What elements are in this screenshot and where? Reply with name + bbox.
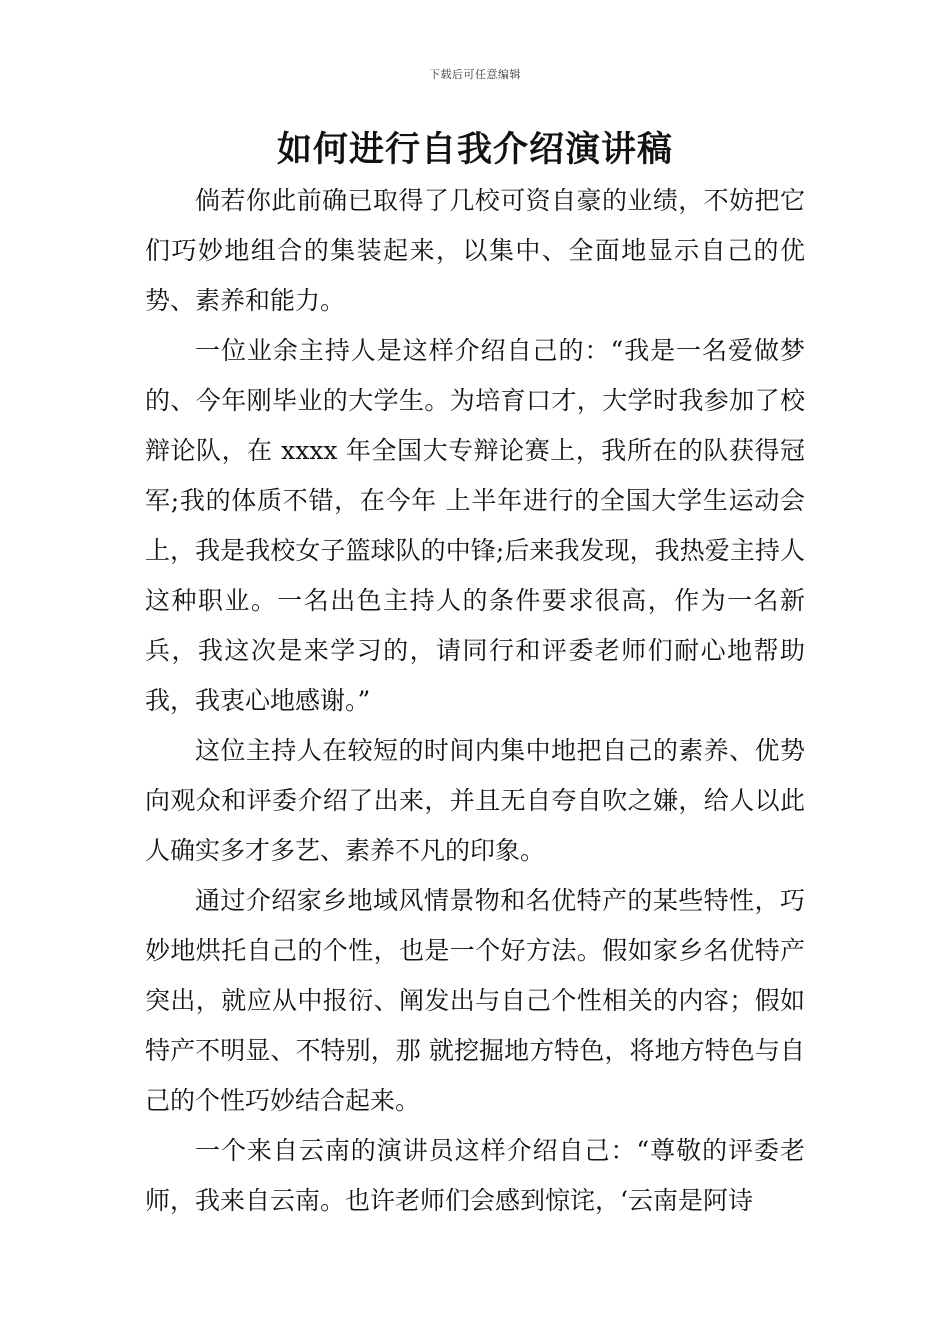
paragraph-5: 一个来自云南的演讲员这样介绍自己：“尊敬的评委老师，我来自云南。也许老师们会感到惊诧，‘云南是阿诗 — [145, 1136, 805, 1215]
paragraph-3: 这位主持人在较短的时间内集中地把自己的素养、优势向观众和评委介绍了出来，并且无自夸自吹之嫌，给人以此人确实多才多艺、素养不凡的印象。 — [145, 736, 805, 865]
paragraph-2: 一位业余主持人是这样介绍自己的：“我是一名爱做梦的、今年刚毕业的大学生。为培育口才，大学时我参加了校辩论队，在 xxxx 年全国大专辩论赛上，我所在的队获得冠军;我的体质不错，在今年 上半年进行的全国大学生运动会上，我是我校女子篮球队的中锋;后来我发现，我热爱主持人这种职业。一名出色主持人的条件要求很高，作为一名新兵，我这次是来学习的，请同行和评委老师们耐心地帮助我，我衷心地感谢。” — [145, 336, 805, 715]
document-title: 如何进行自我介绍演讲稿 — [276, 130, 673, 170]
paragraph-4: 通过介绍家乡地域风情景物和名优特产的某些特性，巧妙地烘托自己的个性，也是一个好方法。假如家乡名优特产突出，就应从中报衍、阐发出与自己个性相关的内容；假如特产不明显、不特别，那 就挖掘地方特色，将地方特色与自己的个性巧妙结合起来。 — [145, 886, 805, 1115]
paragraph-1: 倘若你此前确已取得了几校可资自豪的业绩，不妨把它们巧妙地组合的集装起来，以集中、全面地显示自己的优势、素养和能力。 — [145, 186, 805, 315]
document-body — [145, 176, 805, 1226]
header-note: 下载后可任意编辑 — [429, 68, 521, 81]
